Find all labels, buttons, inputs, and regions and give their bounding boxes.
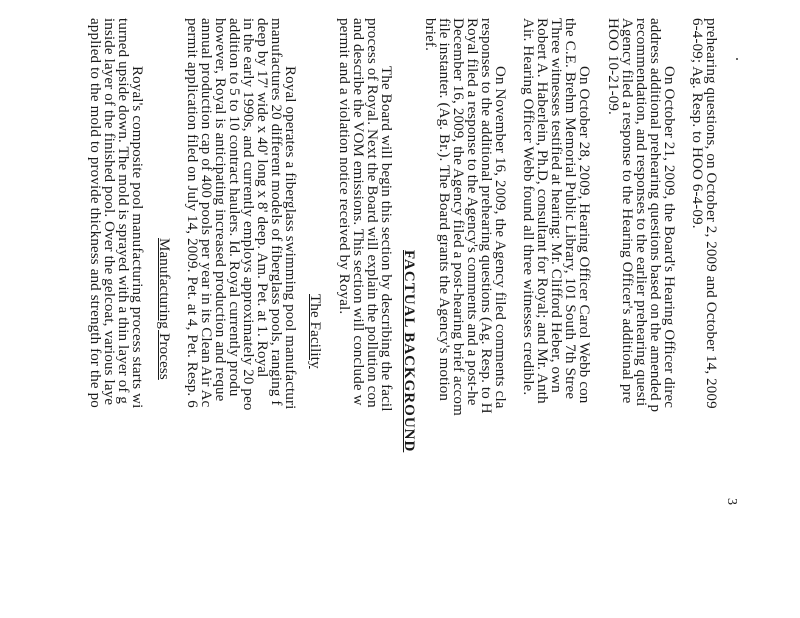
text-line: On October 28, 2009, Hearing Officer Carol Webb con [576,66,592,404]
text-line: Air. Hearing Officer Webb found all three witnesses credible. [520,18,536,396]
subsection-heading: The Facility [307,294,323,369]
rotated-text-block [87,18,739,618]
text-line: addition to 5 to 10 contract haulers. Id. Royal currently produ [226,18,242,397]
text-line: annual production cap of 400 pools per year in its Clean Air Ac [198,18,214,408]
text-line: Three witnesses testified at hearing: Mr. Clifford Heber, own [548,18,564,393]
text-line: Royal filed a response to the Agency's comments and a post-he [464,18,480,406]
text-line: address additional prehearing questions based on the amended p [647,18,663,413]
text-line: brief. [422,18,438,51]
text-line: HOO 10-21-09. [605,18,621,115]
text-line: inside layer of the finished pool. Over the gelcoat, various laye [101,18,117,406]
text-line: permit application filed on July 14, 2009. Pet. at 4, Pet. Resp. 6 [184,18,200,408]
text-line: Robert A. Haberlein, Ph.D, consultant for Royal; and Mr. Anth [534,18,550,404]
text-line: On November 16, 2009, the Agency filed comments cla [492,66,508,409]
section-heading: FACTUAL BACKGROUND [401,250,417,453]
scan-speck [736,58,738,60]
text-line: and describe the VOM emissions. This section will conclude w [350,18,366,406]
text-line: The Board will begin this section by describing the facil [378,66,394,412]
text-line: the C.E. Brehm Memorial Public Library, 101 South 7th Stree [562,18,578,400]
text-line: December 16, 2009, the Agency filed a post-hearing brief accom [450,18,466,416]
subsection-heading: Manufacturing Process [156,238,172,380]
text-line: manufactures 20 different models of fiberglass pools, ranging f [268,18,284,406]
text-line: recommendation, and responses to the earlier prehearing questi [633,18,649,407]
text-line: deep by 17' wide x 40' long x 8' deep. Am. Pet. at 1. Royal [254,18,270,378]
text-line: 6-4-09; Ag. Resp. to HOO 6-4-09. [689,18,705,229]
text-line: On October 21, 2009, the Board's Hearing Officer direc [661,66,677,409]
page-number: 3 [724,498,739,506]
text-line: applied to the mold to provide thickness and strength for the po [87,18,103,408]
text-line: in the early 1990s, and currently employs approximately 20 peo [240,18,256,411]
text-line: turned upside down. The mold is sprayed with a thin layer of g [115,18,131,405]
text-line: Royal operates a fiberglass swimming pool manufacturi [282,66,298,410]
text-line: file instanter. (Ag. Br.). The Board grants the Agency's motion [436,18,452,402]
text-line: Royal's composite pool manufacturing process starts wi [129,66,145,409]
text-line: Agency filed a response to the Hearing Officer's additional pre [619,18,635,404]
text-line: process of Royal. Next the Board will explain the pollution con [364,18,380,408]
text-line: permit and a violation notice received by Royal. [336,18,352,315]
text-line: responses to the additional prehearing questions (Ag. Resp. to H [478,18,494,414]
text-line: however, Royal is anticipating increased production and reque [212,18,228,402]
text-line: prehearing questions, on October 2, 2009 and October 14, 2009 [703,18,719,409]
